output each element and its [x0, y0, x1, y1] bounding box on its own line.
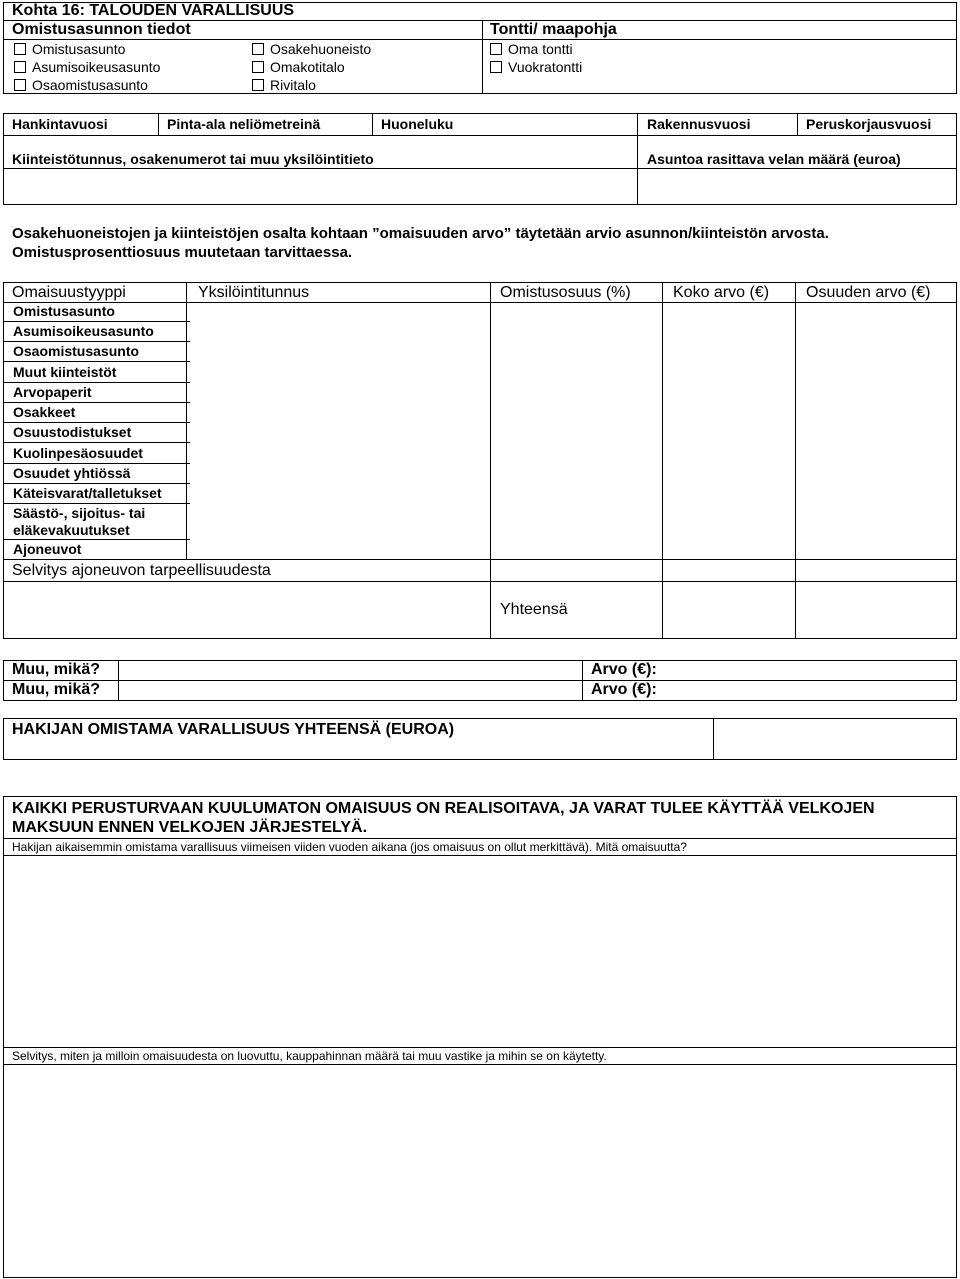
option-asumisoikeusasunto[interactable]: Asumisoikeusasunto: [14, 59, 160, 75]
previous-assets-label: Hakijan aikaisemmin omistama varallisuus viimeisen viiden vuoden aikana (jos omaisuus on ollut merkittävä). Mitä omaisuutta?: [12, 840, 687, 854]
header-identifier: Yksilöintitunnus: [198, 284, 310, 301]
row-line: [3, 559, 957, 560]
asset-row-label: Osakkeet: [13, 404, 76, 420]
divider: [3, 581, 957, 582]
row-line: [3, 463, 190, 464]
checkbox-icon[interactable]: [490, 61, 502, 73]
land-header: Tontti/ maapohja: [490, 21, 617, 38]
asset-row-label-savings-1: Säästö-, sijoitus- tai: [13, 505, 146, 521]
option-oma-tontti[interactable]: Oma tontti: [490, 41, 573, 57]
checkbox-icon[interactable]: [14, 43, 26, 55]
disposal-label: Selvitys, miten ja milloin omaisuudesta on luovuttu, kauppahinnan määrä tai muu vastike ja mihin se on käytetty.: [12, 1049, 607, 1063]
option-omakotitalo[interactable]: Omakotitalo: [252, 59, 345, 75]
asset-row-label: Muut kiinteistöt: [13, 364, 117, 380]
option-osakehuoneisto[interactable]: Osakehuoneisto: [252, 41, 371, 57]
option-rivitalo[interactable]: Rivitalo: [252, 77, 316, 93]
divider: [186, 282, 187, 559]
asset-row-label: Kuolinpesäosuudet: [13, 445, 143, 461]
property-id-field[interactable]: [4, 169, 636, 204]
property-id-label: Kiinteistötunnus, osakenumerot tai muu yksilöintitieto: [12, 151, 374, 167]
divider: [490, 282, 491, 639]
option-omistusasunto[interactable]: Omistusasunto: [14, 41, 125, 57]
other-label-2: Muu, mikä?: [12, 681, 101, 698]
header-share-value: Osuuden arvo (€): [806, 284, 931, 301]
divider: [795, 282, 796, 639]
row-line: [3, 503, 190, 504]
checkbox-icon[interactable]: [252, 79, 264, 91]
header-floor-area: Pinta-ala neliömetreinä: [167, 116, 321, 132]
row-line: [3, 341, 190, 342]
row-line: [3, 483, 190, 484]
checkbox-icon[interactable]: [490, 43, 502, 55]
previous-assets-field[interactable]: [4, 856, 956, 1046]
row-line: [3, 321, 190, 322]
header-renovation-year: Peruskorjausvuosi: [806, 116, 932, 132]
housing-info-header: Omistusasunnon tiedot: [12, 21, 191, 38]
checkbox-icon[interactable]: [14, 61, 26, 73]
divider: [3, 302, 957, 303]
asset-row-label-vehicles: Ajoneuvot: [13, 541, 82, 557]
checkbox-icon[interactable]: [14, 79, 26, 91]
row-line: [3, 382, 190, 383]
other-label-1: Muu, mikä?: [12, 661, 101, 678]
divider: [797, 113, 798, 135]
debt-label: Asuntoa rasittava velan määrä (euroa): [647, 151, 901, 167]
header-total-value: Koko arvo (€): [673, 284, 770, 301]
notice-line-2: MAKSUUN ENNEN VELKOJEN JÄRJESTELYÄ.: [12, 819, 368, 836]
row-line: [3, 422, 190, 423]
asset-row-label-savings-2: eläkevakuutukset: [13, 522, 130, 538]
header-rooms: Huoneluku: [381, 116, 454, 132]
header-acquisition-year: Hankintavuosi: [12, 116, 108, 132]
other-value-label-2: Arvo (€):: [591, 681, 657, 698]
total-label: Yhteensä: [500, 601, 568, 618]
asset-row-label: Asumisoikeusasunto: [13, 323, 154, 339]
row-line: [3, 442, 190, 443]
asset-row-label: Käteisvarat/talletukset: [13, 485, 162, 501]
header-ownership-share: Omistusosuus (%): [500, 284, 631, 301]
checkbox-icon[interactable]: [252, 61, 264, 73]
asset-row-label: Osuudet yhtiössä: [13, 465, 131, 481]
notice-line-1: KAIKKI PERUSTURVAAN KUULUMATON OMAISUUS ON REALISOITAVA, JA VARAT TULEE KÄYTTÄÄ VELKOJEN: [12, 800, 875, 817]
instruction-line-2: Omistusprosenttiosuus muutetaan tarvittaessa.: [12, 244, 353, 261]
asset-row-label: Osaomistusasunto: [13, 343, 140, 359]
grand-total-label: HAKIJAN OMISTAMA VARALLISUUS YHTEENSÄ (EUROA): [12, 721, 455, 738]
section-title: Kohta 16: TALOUDEN VARALLISUUS: [12, 2, 295, 19]
other-value-label-1: Arvo (€):: [591, 661, 657, 678]
asset-row-label: Arvopaperit: [13, 384, 92, 400]
asset-row-label: Omistusasunto: [13, 303, 115, 319]
vehicle-note-label: Selvitys ajoneuvon tarpeellisuudesta: [12, 562, 271, 579]
row-line: [3, 361, 190, 362]
divider: [582, 660, 583, 701]
divider: [158, 113, 159, 135]
divider: [3, 1047, 957, 1048]
divider: [3, 680, 957, 681]
divider: [3, 135, 957, 136]
instruction-line-1: Osakehuoneistojen ja kiinteistöjen osalta kohtaan ”omaisuuden arvo” täytetään arvio asunnon/kiinteistön arvosta.: [12, 225, 829, 242]
option-osaomistusasunto[interactable]: Osaomistusasunto: [14, 77, 148, 93]
divider: [372, 113, 373, 135]
divider: [662, 282, 663, 639]
divider: [118, 660, 119, 701]
header-asset-type: Omaisuustyyppi: [12, 284, 126, 301]
checkbox-icon[interactable]: [252, 43, 264, 55]
disposal-field[interactable]: [4, 1065, 956, 1277]
divider: [482, 20, 483, 94]
grand-total-field[interactable]: [714, 719, 956, 759]
debt-field[interactable]: [638, 169, 956, 204]
divider: [3, 838, 957, 839]
row-line: [3, 402, 190, 403]
divider: [3, 39, 957, 40]
row-line: [3, 539, 190, 540]
header-build-year: Rakennusvuosi: [647, 116, 751, 132]
option-vuokratontti[interactable]: Vuokratontti: [490, 59, 582, 75]
asset-row-label: Osuustodistukset: [13, 424, 132, 440]
